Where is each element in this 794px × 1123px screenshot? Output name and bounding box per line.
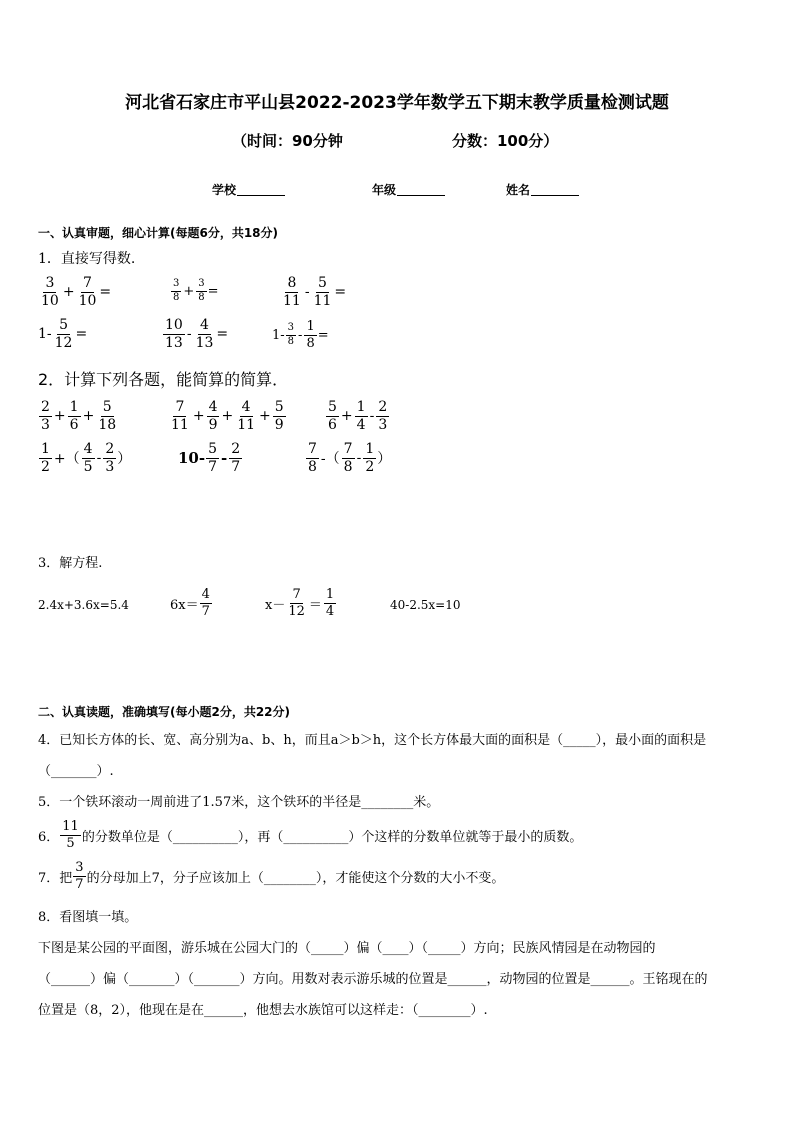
q2-expr-2: $\frac{7}{11}$ + $\frac{4}{9}$ + $\frac{4}{11}$ + $\frac{5}{9}$ bbox=[171, 399, 284, 433]
q3-equation-2: 6x＝ $\frac{4}{7}$ bbox=[170, 587, 210, 619]
question-3-prompt: 3．解方程. bbox=[38, 556, 103, 571]
question-2-prompt: 2．计算下列各题，能简算的简算． bbox=[38, 370, 289, 389]
question-6: 6． $\frac{11}{5}$ 的分数单位是（__________），再（__________）个这样的分数单位就等于最小的质数。 bbox=[38, 819, 583, 851]
question-4-line-1: 4．已知长方体的长、宽、高分别为a、b、h，而且a＞b＞h，这个长方体最大面的面积是（_____），最小面的面积是 bbox=[38, 733, 707, 748]
q1-item-1: $\frac{3}{10}$ + $\frac{7}{10}$ = bbox=[41, 275, 112, 309]
name-field[interactable] bbox=[506, 181, 579, 198]
question-8-line-2: （______）偏（_______）（_______）方向。用数对表示游乐城的位置是______，动物园的位置是______。王铭现在的 bbox=[38, 972, 708, 987]
q1-item-4: 1- $\frac{5}{12}$ = bbox=[38, 317, 88, 351]
q2-expr-6: $\frac{7}{8}$ -（ $\frac{7}{8}$ - $\frac{1}{2}$ ） bbox=[308, 441, 392, 475]
name-label: 姓名 bbox=[506, 183, 531, 197]
exam-score: 分数：100分） bbox=[452, 132, 559, 150]
q1-item-5: $\frac{10}{13}$ - $\frac{4}{13}$ = bbox=[165, 317, 229, 351]
q2-expr-3: $\frac{5}{6}$ + $\frac{1}{4}$ - $\frac{2}{3}$ bbox=[328, 399, 388, 433]
question-5: 5．一个铁环滚动一周前进了1.57米，这个铁环的半径是________米。 bbox=[38, 795, 440, 810]
exam-time: （时间：90分钟 bbox=[232, 132, 343, 150]
question-7: 7．把 $\frac{3}{7}$ 的分母加上7，分子应该加上（________），才能使这个分数的大小不变。 bbox=[38, 860, 505, 892]
q2-expr-1: $\frac{2}{3}$ + $\frac{1}{6}$ + $\frac{5}{18}$ bbox=[41, 399, 117, 433]
grade-field[interactable] bbox=[372, 181, 445, 198]
question-8-prompt: 8．看图填一填。 bbox=[38, 910, 138, 925]
question-8-line-3: 位置是（8，2），他现在是在______，他想去水族馆可以这样走：（________）. bbox=[38, 1003, 488, 1018]
q2-expr-4: $\frac{1}{2}$ +（ $\frac{4}{5}$ - $\frac{2}{3}$ ） bbox=[41, 441, 132, 475]
question-4-line-2: （_______）. bbox=[38, 764, 114, 779]
school-label: 学校 bbox=[212, 183, 237, 197]
page-title: 河北省石家庄市平山县2022-2023学年数学五下期末教学质量检测试题 bbox=[125, 93, 669, 113]
question-1-prompt: 1．直接写得数. bbox=[38, 251, 136, 267]
q3-equation-3: x－ $\frac{7}{12}$ ＝ $\frac{1}{4}$ bbox=[265, 587, 335, 619]
q3-equation-1: 2.4x+3.6x=5.4 bbox=[38, 598, 129, 612]
q1-item-6: 1- $\frac{3}{8}$ - $\frac{1}{8}$ = bbox=[272, 319, 329, 351]
question-8-line-1: 下图是某公园的平面图，游乐城在公园大门的（_____）偏（____）（_____）方向；民族风情园是在动物园的 bbox=[38, 941, 656, 956]
q2-expr-5: 10- $\frac{5}{7}$ - $\frac{2}{7}$ bbox=[178, 441, 241, 475]
q3-equation-4: 40-2.5x=10 bbox=[390, 598, 461, 612]
section-1-heading: 一、认真审题，细心计算(每题6分，共18分) bbox=[38, 226, 279, 240]
q1-item-2: $\frac{3}{8}$ + $\frac{3}{8}$ = bbox=[173, 278, 219, 303]
grade-label: 年级 bbox=[372, 183, 397, 197]
school-field[interactable] bbox=[212, 181, 285, 198]
q1-item-3: $\frac{8}{11}$ - $\frac{5}{11}$ = bbox=[283, 275, 347, 309]
section-2-heading: 二、认真读题，准确填写(每小题2分，共22分) bbox=[38, 705, 291, 719]
